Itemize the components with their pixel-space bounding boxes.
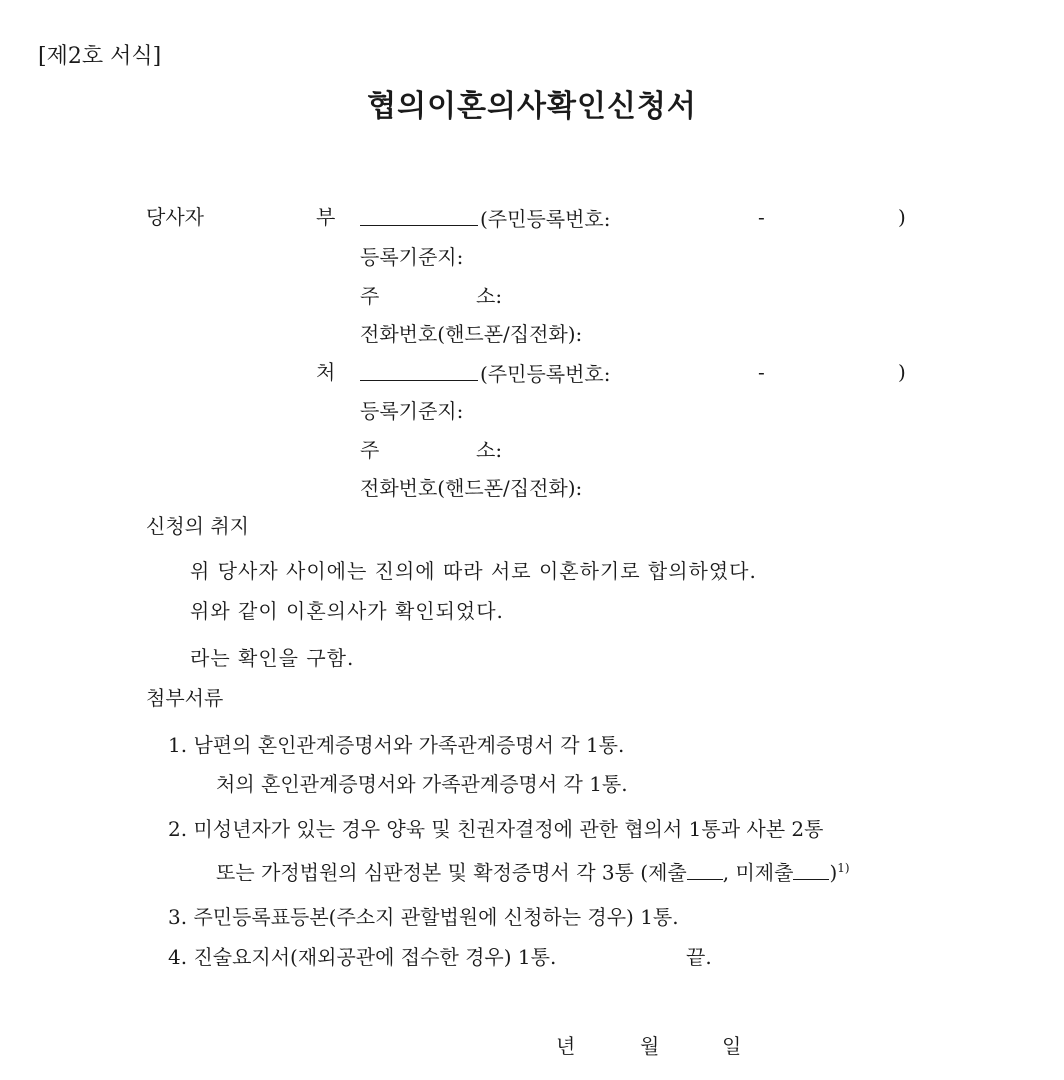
wife-role: 처 <box>316 360 336 384</box>
husband-id-line <box>360 207 610 229</box>
footnote-marker: 1) <box>837 861 850 875</box>
attachments-heading: 첨부서류 <box>146 686 224 710</box>
husband-address-label-b: 소: <box>476 284 503 308</box>
attachment-item-1b: 처의 혼인관계증명서와 가족관계증명서 각 1통. <box>216 772 628 796</box>
attachment-item-2a: 2. 미성년자가 있는 경우 양육 및 친권자결정에 관한 협의서 1통과 사본 2통 <box>168 817 824 841</box>
attachment-item-4: 4. 진술요지서(재외공관에 접수한 경우) 1통. <box>168 945 557 969</box>
wife-id-line <box>360 362 610 384</box>
date-month: 월 <box>640 1034 660 1058</box>
purpose-line-2: 위와 같이 이혼의사가 확인되었다. <box>190 599 504 623</box>
parties-label: 당사자 <box>146 205 204 229</box>
wife-address-label-a: 주 <box>360 438 380 462</box>
wife-phone-label: 전화번호(핸드폰/집전화): <box>360 476 583 500</box>
submitted-blank <box>687 865 723 880</box>
purpose-line-1: 위 당사자 사이에는 진의에 따라 서로 이혼하기로 합의하였다. <box>190 559 757 583</box>
husband-id-close: ) <box>898 205 906 229</box>
wife-name-blank <box>360 362 478 381</box>
wife-id-dash: - <box>758 360 765 384</box>
husband-name-blank <box>360 207 478 226</box>
husband-id-dash: - <box>758 205 765 229</box>
not-submitted-blank <box>793 865 829 880</box>
purpose-line-3: 라는 확인을 구함. <box>190 646 355 670</box>
form-number: [제2호 서식] <box>38 44 162 69</box>
attachment-item-2b <box>216 862 850 883</box>
date-day: 일 <box>722 1034 742 1058</box>
attachment-item-1a: 1. 남편의 혼인관계증명서와 가족관계증명서 각 1통. <box>168 733 625 757</box>
document-title: 협의이혼의사확인신청서 <box>367 89 697 124</box>
purpose-heading: 신청의 취지 <box>146 514 249 538</box>
item2-close: ) <box>829 860 838 885</box>
husband-role: 부 <box>316 205 336 229</box>
wife-registry-label: 등록기준지: <box>360 399 464 423</box>
husband-address-label-a: 주 <box>360 284 380 308</box>
item2-mid: , 미제출 <box>722 860 794 885</box>
attachment-item-3: 3. 주민등록표등본(주소지 관할법원에 신청하는 경우) 1통. <box>168 905 679 929</box>
husband-registry-label: 등록기준지: <box>360 245 464 269</box>
wife-id-label: (주민등록번호: <box>480 362 611 386</box>
item2-prefix: 또는 가정법원의 심판정본 및 확정증명서 각 3통 (제출 <box>216 860 687 885</box>
husband-id-label: (주민등록번호: <box>480 207 611 231</box>
wife-address-label-b: 소: <box>476 438 503 462</box>
end-mark: 끝. <box>686 945 712 969</box>
husband-phone-label: 전화번호(핸드폰/집전화): <box>360 322 583 346</box>
date-year: 년 <box>556 1034 576 1058</box>
wife-id-close: ) <box>898 360 906 384</box>
